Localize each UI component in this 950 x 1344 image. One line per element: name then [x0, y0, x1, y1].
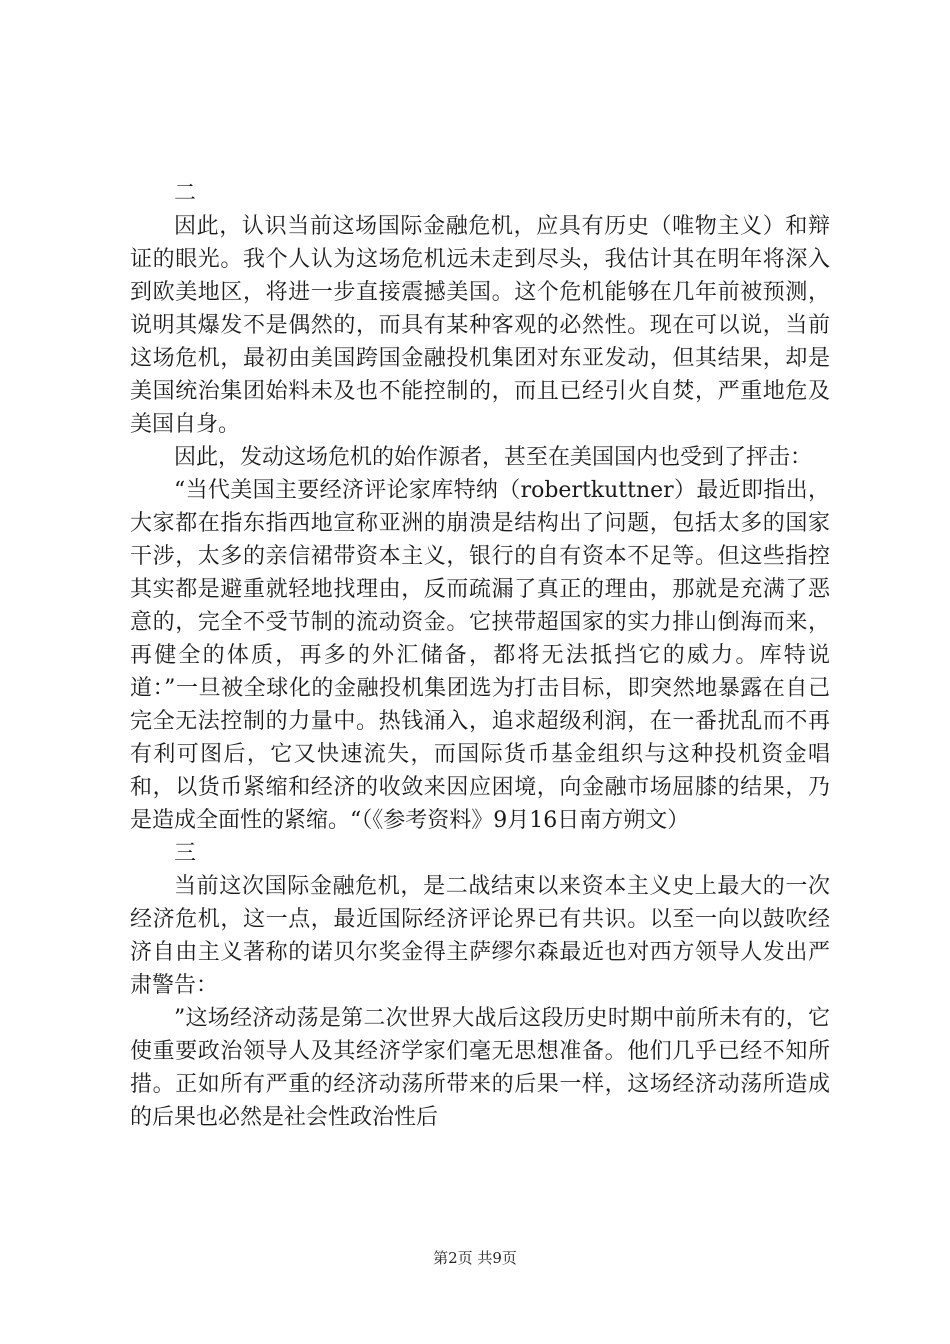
paragraph: 因此，发动这场危机的始作源者，甚至在美国国内也受到了抨击：	[174, 445, 813, 470]
paragraph: 当前这次国际金融危机，是二战结束以来资本主义史上最大的一次经济危机，这一点，最近国际经济评论界已有共识。以至一向以鼓吹经济自由主义著称的诺贝尔奖金得主萨缪尔森最近也对西方领导人发出严肃警告：	[130, 874, 830, 998]
page-number-footer: 第2页 共9页	[433, 1249, 517, 1267]
document-body	[130, 177, 830, 1134]
paragraph: 因此，认识当前这场国际金融危机，应具有历史（唯物主义）和辩证的眼光。我个人认为这场危机远未走到尽头，我估计其在明年将深入到欧美地区，将进一步直接震撼美国。这个危机能够在几年前被预测，说明其爆发不是偶然的，而具有某种客观的必然性。现在可以说，当前这场危机，最初由美国跨国金融投机集团对东亚发动，但其结果，却是美国统治集团始料未及也不能控制的，而且已经引火自焚，严重地危及美国自身。	[130, 214, 830, 437]
quoted-paragraph: ”这场经济动荡是第二次世界大战后这段历史时期中前所未有的，它使重要政治领导人及其经济学家们毫无思想准备。他们几乎已经不知所措。正如所有严重的经济动荡所带来的后果一样，这场经济动荡所造成的后果也必然是社会性政治性后	[130, 1006, 830, 1130]
section-heading-two: 二	[174, 181, 197, 206]
section-heading-three: 三	[174, 841, 197, 866]
quoted-paragraph: “当代美国主要经济评论家库特纳（robertkuttner）最近即指出，大家都在指东指西地宣称亚洲的崩溃是结构出了问题，包括太多的国家干涉，太多的亲信裙带资本主义，银行的自有资本不足等。但这些指控其实都是避重就轻地找理由，反而疏漏了真正的理由，那就是充满了恶意的，完全不受节制的流动资金。它挟带超国家的实力排山倒海而来，再健全的体质，再多的外汇储备，都将无法抵挡它的威力。库特说道：”一旦被全球化的金融投机集团选为打击目标，即突然地暴露在自己完全无法控制的力量中。热钱涌入，追求超级利润，在一番扰乱而不再有利可图后，它又快速流失，而国际货币基金组织与这种投机资金唱和，以货币紧缩和经济的收敛来因应困境，向金融市场屈膝的结果，乃是造成全面性的紧缩。“（《参考资料》9月16日南方朔文）	[130, 478, 830, 833]
